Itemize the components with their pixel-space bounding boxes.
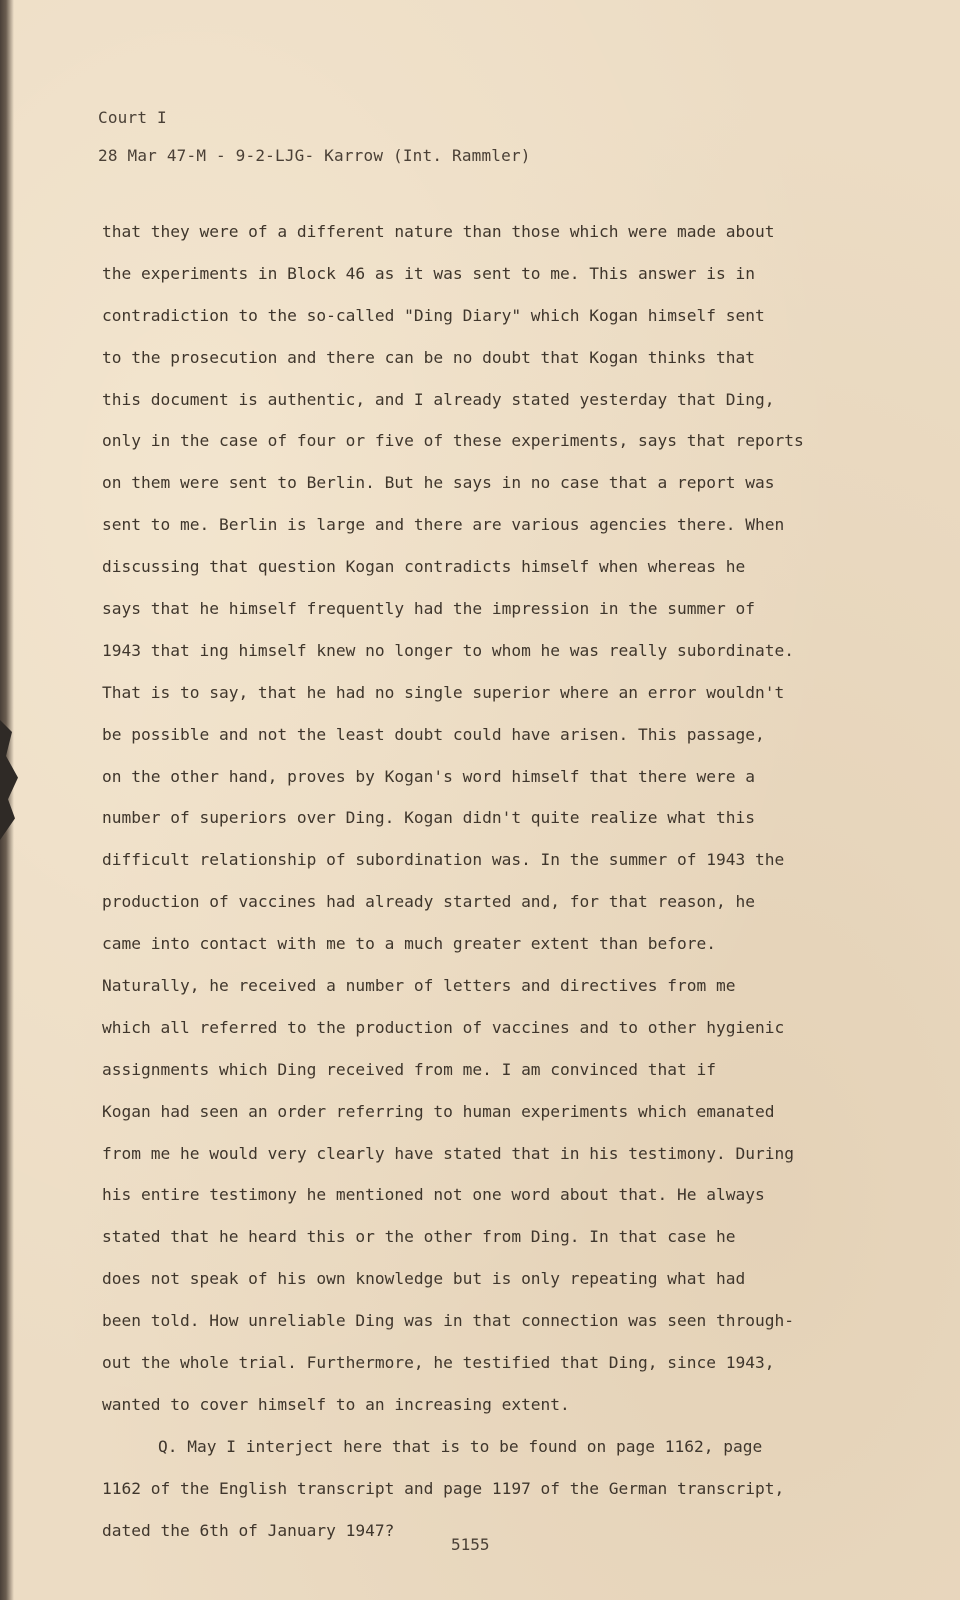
text-line: be possible and not the least doubt could have arisen. This passage, — [102, 724, 765, 744]
question-line: Q. May I interject here that is to be found on page 1162, page — [158, 1436, 763, 1456]
text-line: number of superiors over Ding. Kogan didn't quite realize what this — [102, 808, 755, 828]
session-line: 28 Mar 47-M - 9-2-LJG- Karrow (Int. Rammler) — [98, 146, 531, 165]
text-line: Kogan had seen an order referring to human experiments which emanated — [102, 1101, 775, 1121]
text-line: That is to say, that he had no single superior where an error wouldn't — [102, 682, 785, 702]
text-line: 1943 that ing himself knew no longer to whom he was really subordinate. — [102, 640, 794, 660]
text-line: been told. How unreliable Ding was in that connection was seen through- — [102, 1311, 794, 1331]
text-line: difficult relationship of subordination was. In the summer of 1943 the — [102, 850, 785, 870]
text-line: wanted to cover himself to an increasing extent. — [102, 1394, 570, 1414]
text-line: this document is authentic, and I already stated yesterday that Ding, — [102, 389, 775, 409]
text-line: discussing that question Kogan contradicts himself when whereas he — [102, 557, 746, 577]
text-line: sent to me. Berlin is large and there are various agencies there. When — [102, 515, 785, 535]
text-line: Naturally, he received a number of letters and directives from me — [102, 976, 736, 996]
text-line: out the whole trial. Furthermore, he testified that Ding, since 1943, — [102, 1353, 775, 1373]
testimony-text — [102, 222, 862, 1563]
text-line: the experiments in Block 46 as it was sent to me. This answer is in — [102, 263, 755, 283]
paper-tear — [0, 720, 20, 840]
text-line: contradiction to the so-called "Ding Diary" which Kogan himself sent — [102, 305, 765, 325]
text-line: on the other hand, proves by Kogan's word himself that there were a — [102, 766, 755, 786]
text-line: from me he would very clearly have stated that in his testimony. During — [102, 1143, 794, 1163]
court-label: Court I — [98, 108, 167, 127]
text-line: his entire testimony he mentioned not one word about that. He always — [102, 1185, 765, 1205]
text-line: to the prosecution and there can be no doubt that Kogan thinks that — [102, 347, 755, 367]
text-line: on them were sent to Berlin. But he says in no case that a report was — [102, 473, 775, 493]
text-line: 1162 of the English transcript and page 1197 of the German transcript, — [102, 1478, 785, 1498]
text-line: came into contact with me to a much greater extent than before. — [102, 934, 716, 954]
text-line: does not speak of his own knowledge but is only repeating what had — [102, 1269, 746, 1289]
text-line: says that he himself frequently had the impression in the summer of — [102, 599, 755, 619]
text-line: assignments which Ding received from me. I am convinced that if — [102, 1059, 716, 1079]
text-line: stated that he heard this or the other from Ding. In that case he — [102, 1227, 736, 1247]
text-line: that they were of a different nature than those which were made about — [102, 222, 775, 241]
page-number: 5155 — [451, 1535, 490, 1554]
text-line: dated the 6th of January 1947? — [102, 1520, 395, 1540]
text-line: production of vaccines had already started and, for that reason, he — [102, 892, 755, 912]
text-line: only in the case of four or five of these experiments, says that reports — [102, 431, 804, 451]
text-line: which all referred to the production of vaccines and to other hygienic — [102, 1017, 785, 1037]
